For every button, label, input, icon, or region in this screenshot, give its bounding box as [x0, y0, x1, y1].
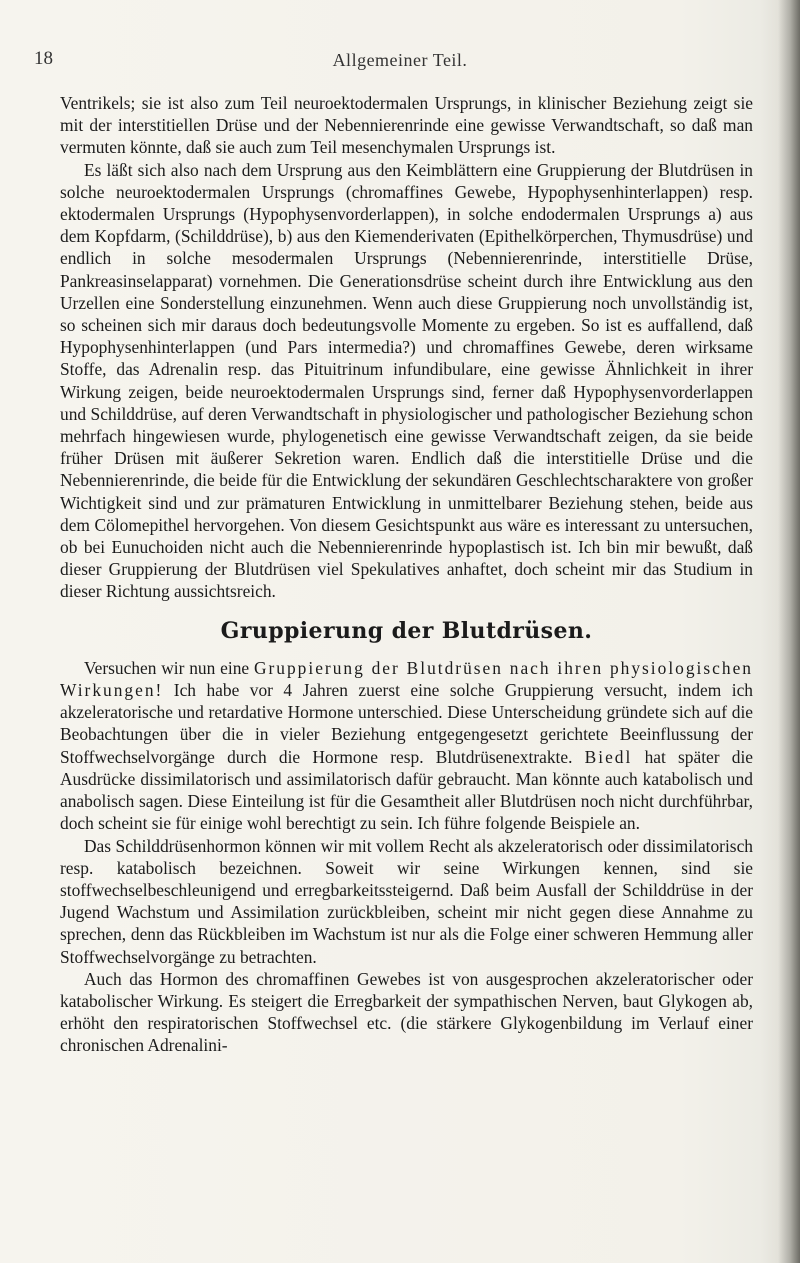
paragraph-5: Auch das Hormon des chromaffinen Gewebes ist von ausgesprochen akzeleratorischer oder katabolischer Wirkung. Es steigert die Erregbarkeit der sympathischen Nerven, baut Glykogen ab, erhöht den respiratorischen Stoffwechsel etc. (die stärkere Glykogenbildung im Verlauf einer chronischen Adrenalini-: [60, 968, 753, 1056]
paragraph-3-start: Versuchen wir nun eine: [84, 657, 250, 678]
paragraph-2: Es läßt sich also nach dem Ursprung aus den Keimblättern eine Gruppierung der Blutdrüsen in solche neuroektodermalen Ursprungs (chromaffines Gewebe, Hypophysenhinterlappen) resp. ektodermalen Ursprungs (Hypophysenvorderlappen), in solche endodermalen Ursprungs a) aus dem Kopfdarm, (Schilddrüse), b) aus den Kiemenderivaten (Epithelkörperchen, Thymusdrüse) und endlich in solche mesodermalen Ursprungs (Nebennierenrinde, interstitielle Drüse, Pankreasinselapparat) vornehmen. Die Generationsdrüse scheint durch ihre Entwicklung aus den Urzellen eine Sonderstellung einzunehmen. Wenn auch diese Gruppierung noch unvollständig ist, so scheinen sich mir daraus doch bedeutungsvolle Momente zu ergeben. So ist es auffallend, daß Hypophysenhinterlappen (und Pars intermedia?) und chromaffines Gewebe, deren wirksame Stoffe, das Adrenalin resp. das Pituitrinum infundibulare, eine gewisse Ähnlichkeit in ihrer Wirkung zeigen, beide neuroektodermalen Ursprungs sind, ferner daß Hypophysenvorderlappen und Schilddrüse, auf deren Verwandtschaft in physiologischer und pathologischer Beziehung schon mehrfach hingewiesen wurde, phylogenetisch eine gewisse Verwandtschaft zeigen, da sie beide früher Drüsen mit äußerer Sekretion waren. Endlich daß die interstitielle Drüse und die Nebennierenrinde, die beide für die Entwicklung der sekundären Geschlechtscharaktere von großer Wichtigkeit sind und zur prämaturen Entwicklung in unmittelbarer Beziehung stehen, beide aus dem Cölomepithel hervorgehen. Von diesem Gesichtspunkt aus wäre es interessant zu untersuchen, ob bei Eunuchoiden nicht auch die Nebennierenrinde hypoplastisch ist. Ich bin mir bewußt, daß dieser Gruppierung der Blutdrüsen viel Spekulatives anhaftet, doch scheint mir das Studium in dieser Richtung aussichtsreich.: [60, 159, 753, 602]
section-heading: Gruppierung der Blutdrüsen.: [220, 617, 593, 644]
paragraph-1: Ventrikels; sie ist also zum Teil neuroektodermalen Ursprungs, in klinischer Beziehung zeigt sie mit der interstitiellen Drüse und der Nebennierenrinde eine gewisse Verwandtschaft, so daß man vermuten könnte, daß sie auch zum Teil mesenchymalen Ursprungs ist.: [60, 93, 753, 158]
page-binding-shadow: [778, 0, 800, 1263]
emphasized-phrase: Gruppierung der Blutdrüsen nach ihren physiologischen Wirkungen!: [60, 657, 753, 701]
page-number: 18: [34, 48, 53, 69]
body-text: [60, 92, 753, 1057]
paragraph-4: Das Schilddrüsenhormon können wir mit vollem Recht als akzeleratorisch oder dissimilatorisch resp. katabolisch bezeichnen. Soweit wir seine Wirkungen kennen, sind sie stoffwechselbeschleunigend und erregbarkeitssteigernd. Daß beim Ausfall der Schilddrüse in der Jugend Wachstum und Assimilation zurückbleiben, scheint mir nicht gegen diese Annahme zu sprechen, denn das Rückbleiben im Wachstum ist nur als die Folge einer schweren Hemmung aller Stoffwechselvorgänge zu betrachten.: [60, 835, 753, 967]
running-head: Allgemeiner Teil.: [332, 50, 468, 70]
author-name: Biedl: [584, 746, 633, 767]
paragraph-3-middle: Ich habe vor 4 Jahren zuerst eine solche Gruppierung versucht, indem ich akzeleratorische und retardative Hormone unterschied. Diese Unterscheidung gründete sich auf die Beobachtungen über die in vieler Beziehung entgegengesetzt gerichtete Beeinflussung der Stoffwechselvorgänge durch die Hormone resp. Blutdrüsenextrakte.: [60, 680, 753, 767]
paragraph-3: [60, 657, 753, 835]
paragraph-3-end: hat später die Ausdrücke dissimilatorisch und assimilatorisch dafür gebraucht. Man könnte auch katabolisch und anabolisch sagen. Diese Einteilung ist für die Gesamtheit aller Blutdrüsen noch nicht durchführbar, doch scheint sie für einige wohl berechtigt zu sein. Ich führe folgende Beispiele an.: [60, 746, 753, 834]
